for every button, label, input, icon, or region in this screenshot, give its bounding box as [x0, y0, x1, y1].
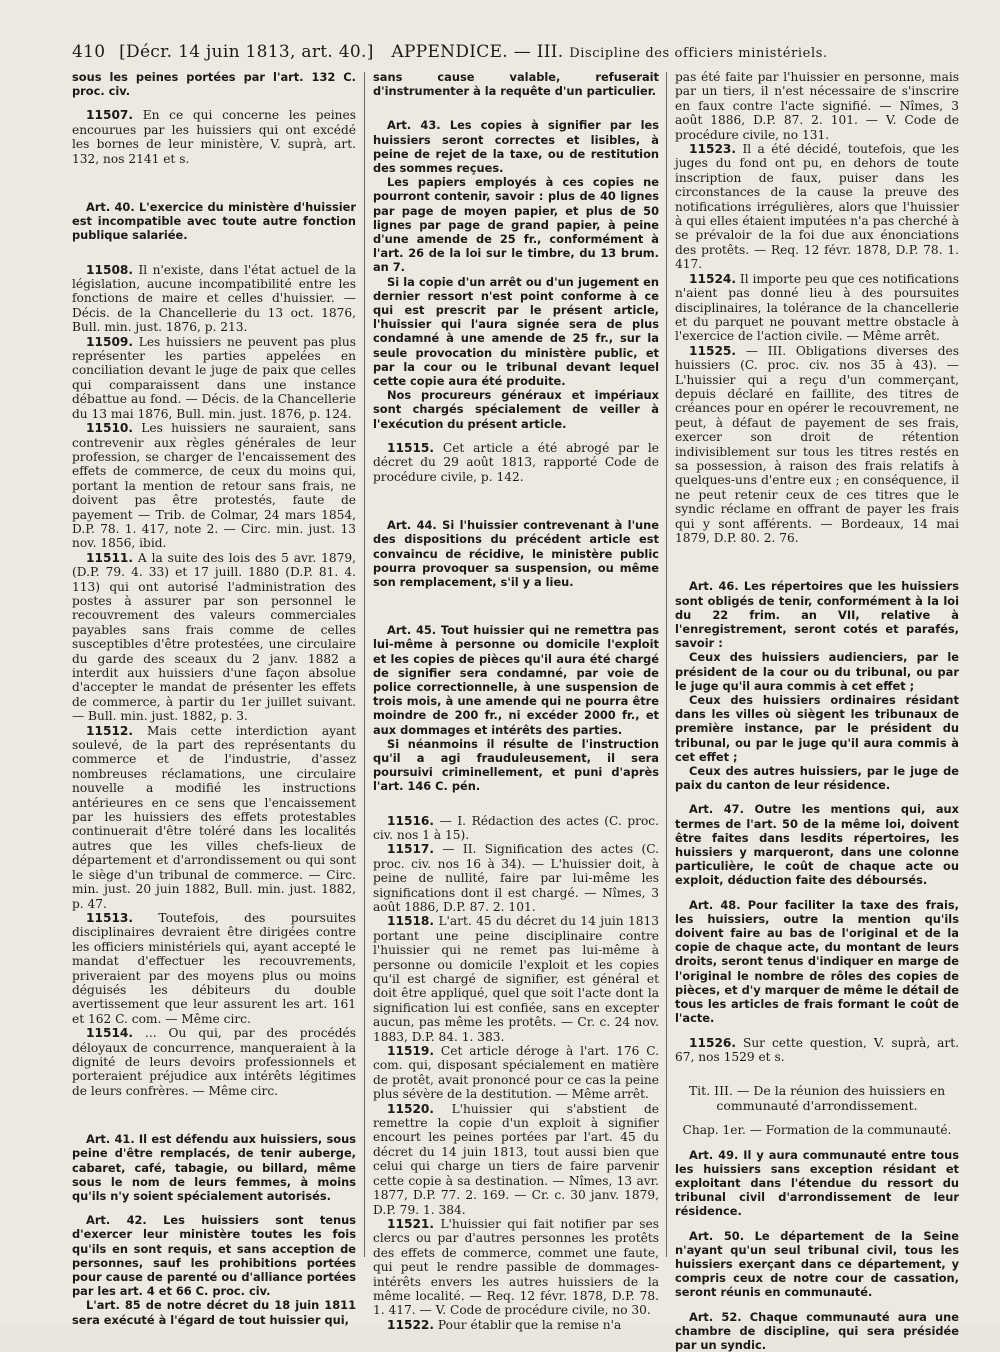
article-text: Si néanmoins il résulte de l'instruction qu'il a agi frauduleusement, il sera poursuivi criminellement, et puni d'après l'art. 146 C. pén.	[373, 736, 659, 794]
column-left	[72, 70, 357, 1327]
paragraph-text: A la suite des lois des 5 avr. 1879, (D.P. 79. 4. 33) et 17 juill. 1880 (D.P. 81. 4. 113) qui ont autorisé l'administration des postes à assurer par son personnel le recouvrement des valeurs commerciales payables sans frais comme de celles susceptibles d'être protestées, une circulaire du garde des sceaux du 2 janv. 1882 a interdit aux huissiers d'une façon absolue d'accepter le mandat de présenter les effets de commerce, à partir du 1er juillet suivant. — Bull. min. just. 1882, p. 3.	[72, 550, 357, 724]
article-text: sans cause valable, refuserait d'instrumenter à la requête d'un particulier.	[373, 70, 659, 99]
paragraph-text: — III. Obligations diverses des huissiers (C. proc. civ. nos 35 à 43). — L'huissier qui a reçu d'un commerçant, depuis déclaré en faillite, des titres de créances pour en opérer le recouvrement, ne peut, à défaut de payement de ses frais, exercer son droit de rétention indivisiblement sur tous les titres restés en sa possession, à raison des frais relatifs à quelques-uns d'entre eux ; en conséquence, il ne peut retenir ceux de ces titres que le syndic réclame en offrant de payer les frais qui y sont afférents. — Bordeaux, 14 mai 1879, D.P. 80. 2. 76.	[675, 343, 959, 545]
numbered-paragraph	[373, 1217, 659, 1318]
paragraph-text: Pour établir que la remise n'a	[437, 1317, 622, 1332]
article-text: Art. 44. Si l'huissier contrevenant à l'une des dispositions du précédent article est convaincu de récidive, le ministère public pourra provoquer sa suspension, ou même son remplacement, s'il y a lieu.	[373, 518, 659, 589]
numbered-paragraph	[675, 272, 959, 344]
column-middle	[373, 70, 660, 1332]
paragraph-text: En ce qui concerne les peines encourues par les huissiers qui ont excédé les bornes de leur ministère, V. suprà, art. 132, nos 2141 et s.	[72, 108, 356, 166]
numbered-paragraph	[373, 1102, 659, 1217]
header-title: APPENDICE. — III.	[391, 42, 564, 62]
paragraph-text: Cet article a été abrogé par le décret du 29 août 1813, rapporté Code de procédure civile, p. 142.	[373, 440, 660, 484]
paragraph-text: Il a été décidé, toutefois, que les juges du fond ont pu, en dehors de toute inscription de faux, puiser dans les circonstances de la cause la preuve des notifications irrégulières, alors que l'huissier à qui elles étaient imputées n'a pas cherché à se prévaloir de la foi due aux énonciations des protêts. — Req. 12 févr. 1878, D.P. 78. 1. 417.	[675, 142, 960, 272]
paragraph-number: 11512.	[86, 723, 134, 738]
paragraph-text: L'art. 45 du décret du 14 juin 1813 portant une peine disciplinaire contre l'huissier qui ne remet pas lui-même à personne ou domicile l'exploit et les copies qu'il est chargé de signifier, est général et doit être appliqué, quel que soit l'acte dont la signification lui est confiée, sans en excepter aucun, pas même les protêts. — Cr. c. 24 nov. 1883, D.P. 84. 1. 383.	[373, 914, 659, 1044]
paragraph-number: 11516.	[387, 813, 435, 828]
paragraph-number: 11515.	[387, 440, 435, 455]
paragraph-number: 11514.	[86, 1026, 134, 1041]
paragraph-number: 11507.	[86, 108, 134, 123]
article-text: Ceux des huissiers ordinaires résidant dans les villes où siègent les tribunaux de première instance, par le président du tribunal, ou par le juge qu'il aura commis à cet effet ;	[675, 693, 959, 764]
paragraph-text: Les huissiers ne peuvent pas plus représenter les parties appelées en conciliation devant le juge de paix que celles qui comparaissent dans une instance débattue au fond. — Décis. de la Chancellerie du 13 mai 1876, Bull. min. just. 1876, p. 124.	[72, 334, 356, 421]
paragraph-text: — II. Signification des actes (C. proc. civ. nos 16 à 34). — L'huissier doit, à peine de nullité, faire par lui-même les significations dont il est chargé. — Nîmes, 3 août 1886, D.P. 87. 2. 101.	[373, 842, 659, 914]
article-text: Art. 46. Les répertoires que les huissiers sont obligés de tenir, conformément à la loi du 22 frim. an VII, relative à l'enregistrement, seront cotés et parafés, savoir :	[675, 579, 959, 651]
article-text: Ceux des autres huissiers, par le juge de paix du canton de leur résidence.	[675, 764, 959, 793]
numbered-paragraph	[72, 263, 356, 335]
numbered-paragraph	[72, 421, 356, 551]
paragraph-number: 11513.	[86, 910, 134, 925]
numbered-paragraph	[373, 1318, 659, 1332]
paragraph-text: Toutefois, des poursuites disciplinaires devraient être dirigées contre les officiers ministériels qui, ayant accepté le mandat d'effectuer les recouvrements, priveraient par des moyens plus ou moins déguisés les débiteurs du double avertissement que leur assurent les art. 161 et 162 C. com. — Même circ.	[72, 910, 356, 1026]
paragraph-text: Mais cette interdiction ayant soulevé, de la part des représentants du commerce et de l'industrie, d'assez nombreuses réclamations, une circulaire nouvelle a modifié les instructions antérieures en ce sens que l'encaissement par les huissiers des effets protestables continuerait d'être toléré dans les localités autres que les villes chefs-lieux de département et d'arrondissement ou qui sont le siège d'un tribunal de commerce. — Circ. min. just. 20 juin 1882, Bull. min. just. 1882, p. 47.	[72, 723, 357, 911]
chapter-heading: Chap. 1er. — Formation de la communauté.	[682, 1123, 952, 1138]
paragraph-number: 11521.	[387, 1216, 435, 1231]
paragraph-number: 11509.	[86, 334, 134, 349]
paragraph-number: 11525.	[689, 343, 737, 358]
title-heading: Tit. III. — De la réunion des huissiers en communauté d'arrondissement.	[688, 1083, 946, 1113]
paragraph-number: 11519.	[387, 1044, 435, 1059]
paragraph-number: 11518.	[387, 914, 435, 929]
numbered-paragraph	[72, 724, 356, 911]
numbered-paragraph	[72, 108, 356, 166]
article-text: Ceux des huissiers audienciers, par le président de la cour ou du tribunal, ou par le juge qu'il aura commis à cet effet ;	[675, 650, 959, 693]
paragraph-text: Les huissiers ne sauraient, sans contrevenir aux règles générales de leur profession, se charger de l'encaissement des effets de commerce, de ceux du moins qui, portant la mention de retour sans frais, ne doivent pas être protestés, faute de payement — Trib. de Colmar, 24 mars 1854, D.P. 78. 1. 417, note 2. — Circ. min. just. 13 nov. 1856, ibid.	[72, 421, 357, 551]
column-rule-1	[364, 72, 365, 1257]
numbered-paragraph	[373, 914, 659, 1044]
article-text: L'art. 85 de notre décret du 18 juin 1811 sera exécuté à l'égard de tout huissier qui,	[72, 1298, 356, 1327]
paragraph-number: 11523.	[689, 142, 737, 157]
numbered-paragraph	[675, 142, 959, 272]
article-text: Si la copie d'un arrêt ou d'un jugement en dernier ressort n'est point conforme à ce qui est prescrit par le présent article, l'huissier qui l'aura signée sera de plus condamné à une amende de 25 fr., sur la seule provocation du ministère public, et par la cour ou le tribunal devant lequel cette copie aura été produite.	[373, 274, 659, 389]
paragraph-text: L'huissier qui fait notifier par ses clercs ou par d'autres personnes les protêts des effets de commerce, commet une faute, qui peut le rendre passible de dommages-intérêts envers les autres huissiers de la même localité. — Req. 12 févr. 1878, D.P. 78. 1. 417. — V. Code de procédure civile, no 30.	[373, 1216, 659, 1318]
numbered-paragraph	[373, 842, 659, 914]
paragraph-number: 11524.	[689, 271, 737, 286]
page-number: 410	[72, 42, 106, 62]
paragraph-text: L'huissier qui s'abstient de remettre la copie d'un exploit à signifier encourt les peines portées par l'art. 45 du décret du 14 juin 1813, tout aussi bien que celui qui charge un tiers de faire parvenir cette copie à sa destination. — Nîmes, 13 avr. 1877, D.P. 77. 2. 169. — Cr. c. 30 janv. 1879, D.P. 79. 1. 384.	[373, 1101, 659, 1217]
article-text: Art. 40. L'exercice du ministère d'huissier est incompatible avec toute autre fonction publique salariée.	[72, 200, 356, 243]
article-text: Art. 45. Tout huissier qui ne remettra pas lui-même à personne ou domicile l'exploit et les copies de pièces qu'il aura été chargé de signifier sera condamné, par voie de police correctionnelle, à une suspension de trois mois, à une amende qui ne pourra être moindre de 200 fr., ni excéder 2000 fr., et aux dommages et intérêts des parties.	[373, 623, 659, 737]
paragraph-text: Cet article déroge à l'art. 176 C. com. qui, disposant spécialement en matière de protêt, avait prononcé pour ce cas la peine plus sévère de la destitution. — Même arrêt.	[373, 1044, 659, 1102]
paragraph-number: 11520.	[387, 1101, 435, 1116]
article-text: Art. 48. Pour faciliter la taxe des frais, les huissiers, outre la mention qu'ils doivent faire au bas de l'original et de la copie de chaque acte, du montant de leurs droits, seront tenus d'indiquer en marge de l'original le nombre de rôles des copies de pièces, et d'y marquer de même le détail de tous les articles de frais formant le coût de l'acte.	[675, 897, 959, 1026]
numbered-paragraph	[72, 551, 356, 724]
paragraph-text: — I. Rédaction des actes (C. proc. civ. nos 1 à 15).	[373, 813, 659, 842]
article-text: Les papiers employés à ces copies ne pourront contenir, savoir : plus de 40 lignes par page de moyen papier, et plus de 50 lignes par page de grand papier, à peine d'une amende de 25 fr., conformément à l'art. 26 de la loi sur le timbre, du 13 brum. an 7.	[373, 175, 659, 275]
running-header	[72, 42, 952, 66]
header-reference: [Décr. 14 juin 1813, art. 40.]	[119, 42, 374, 62]
numbered-paragraph	[373, 814, 659, 843]
article-text: Art. 47. Outre les mentions qui, aux termes de l'art. 50 de la même loi, doivent être faites dans lesdits répertoires, les huissiers y marqueront, dans une colonne particulière, le coût de chaque acte ou exploit, déduction faite des déboursés.	[675, 802, 959, 888]
article-text: Art. 43. Les copies à signifier par les huissiers seront correctes et lisibles, à peine de rejet de la taxe, ou de restitution des sommes reçues.	[373, 118, 659, 176]
article-text: Art. 52. Chaque communauté aura une chambre de discipline, qui sera présidée par un syndic.	[675, 1309, 959, 1352]
article-text: Art. 49. Il y aura communauté entre tous les huissiers sans exception résidant et exploitant dans l'étendue du ressort du tribunal civil d'arrondissement de leur résidence.	[675, 1147, 959, 1219]
article-text: Nos procureurs généraux et impériaux sont chargés spécialement de veiller à l'exécution du présent article.	[373, 388, 659, 431]
paragraph-number: 11510.	[86, 421, 134, 436]
article-text: Art. 50. Le département de la Seine n'ayant qu'un seul tribunal civil, tous les huissiers exerçant dans ce département, y compris ceux de notre cour de cassation, seront réunis en communauté.	[675, 1228, 959, 1300]
numbered-paragraph	[72, 1026, 356, 1098]
numbered-paragraph	[675, 1036, 959, 1065]
paragraph-number: 11517.	[387, 842, 435, 857]
numbered-paragraph	[72, 911, 356, 1026]
paragraph-text: Sur cette question, V. suprà, art. 67, nos 1529 et s.	[675, 1035, 960, 1064]
column-right	[675, 70, 960, 1352]
paragraph-number: 11511.	[86, 550, 134, 565]
paragraph-number: 11522.	[387, 1317, 435, 1332]
article-text: Art. 42. Les huissiers sont tenus d'exercer leur ministère toutes les fois qu'ils en sont requis, et sans acception de personnes, sauf les prohibitions portées pour cause de parenté ou d'alliance portées par les art. 4 et 66 C. proc. civ.	[72, 1213, 356, 1299]
paragraph-number: 11508.	[86, 262, 134, 277]
paragraph: sous les peines portées par l'art. 132 C. proc. civ.	[72, 70, 356, 99]
numbered-paragraph	[675, 344, 959, 546]
paragraph: pas été faite par l'huissier en personne, mais par un tiers, il n'est nécessaire de s'inscrire en faux contre l'acte signifié. — Nîmes, 3 août 1886, D.P. 87. 2. 101. — V. Code de procédure civile, no 131.	[675, 70, 959, 142]
paragraph-text: Il n'existe, dans l'état actuel de la législation, aucune incompatibilité entre les fonctions de maire et celles d'huissier. — Décis. de la Chancellerie du 13 oct. 1876, Bull. min. just. 1876, p. 213.	[72, 262, 357, 335]
paragraph-number: 11526.	[689, 1035, 737, 1050]
numbered-paragraph	[72, 335, 356, 421]
paragraph-text: Il importe peu que ces notifications n'aient pas donné lieu à des poursuites disciplinaires, la tolérance de la chancellerie et du parquet ne pouvant mettre obstacle à l'exercice de l'action civile. — Même arrêt.	[675, 271, 960, 344]
column-rule-2	[666, 72, 667, 1257]
article-text: Art. 41. Il est défendu aux huissiers, sous peine d'être remplacés, de tenir auberge, cabaret, café, tabagie, ou billard, même sous le nom de leurs femmes, à moins qu'ils n'y soient spécialement autorisés.	[72, 1132, 356, 1204]
numbered-paragraph	[373, 1044, 659, 1102]
header-subtitle: Discipline des officiers ministériels.	[569, 46, 828, 61]
numbered-paragraph	[373, 441, 659, 484]
paragraph-text: ... Ou qui, par des procédés déloyaux de concurrence, manqueraient à la dignité de leurs devoirs professionnels et porteraient préjudice aux intérêts légitimes de leurs confrères. — Même circ.	[72, 1026, 357, 1098]
